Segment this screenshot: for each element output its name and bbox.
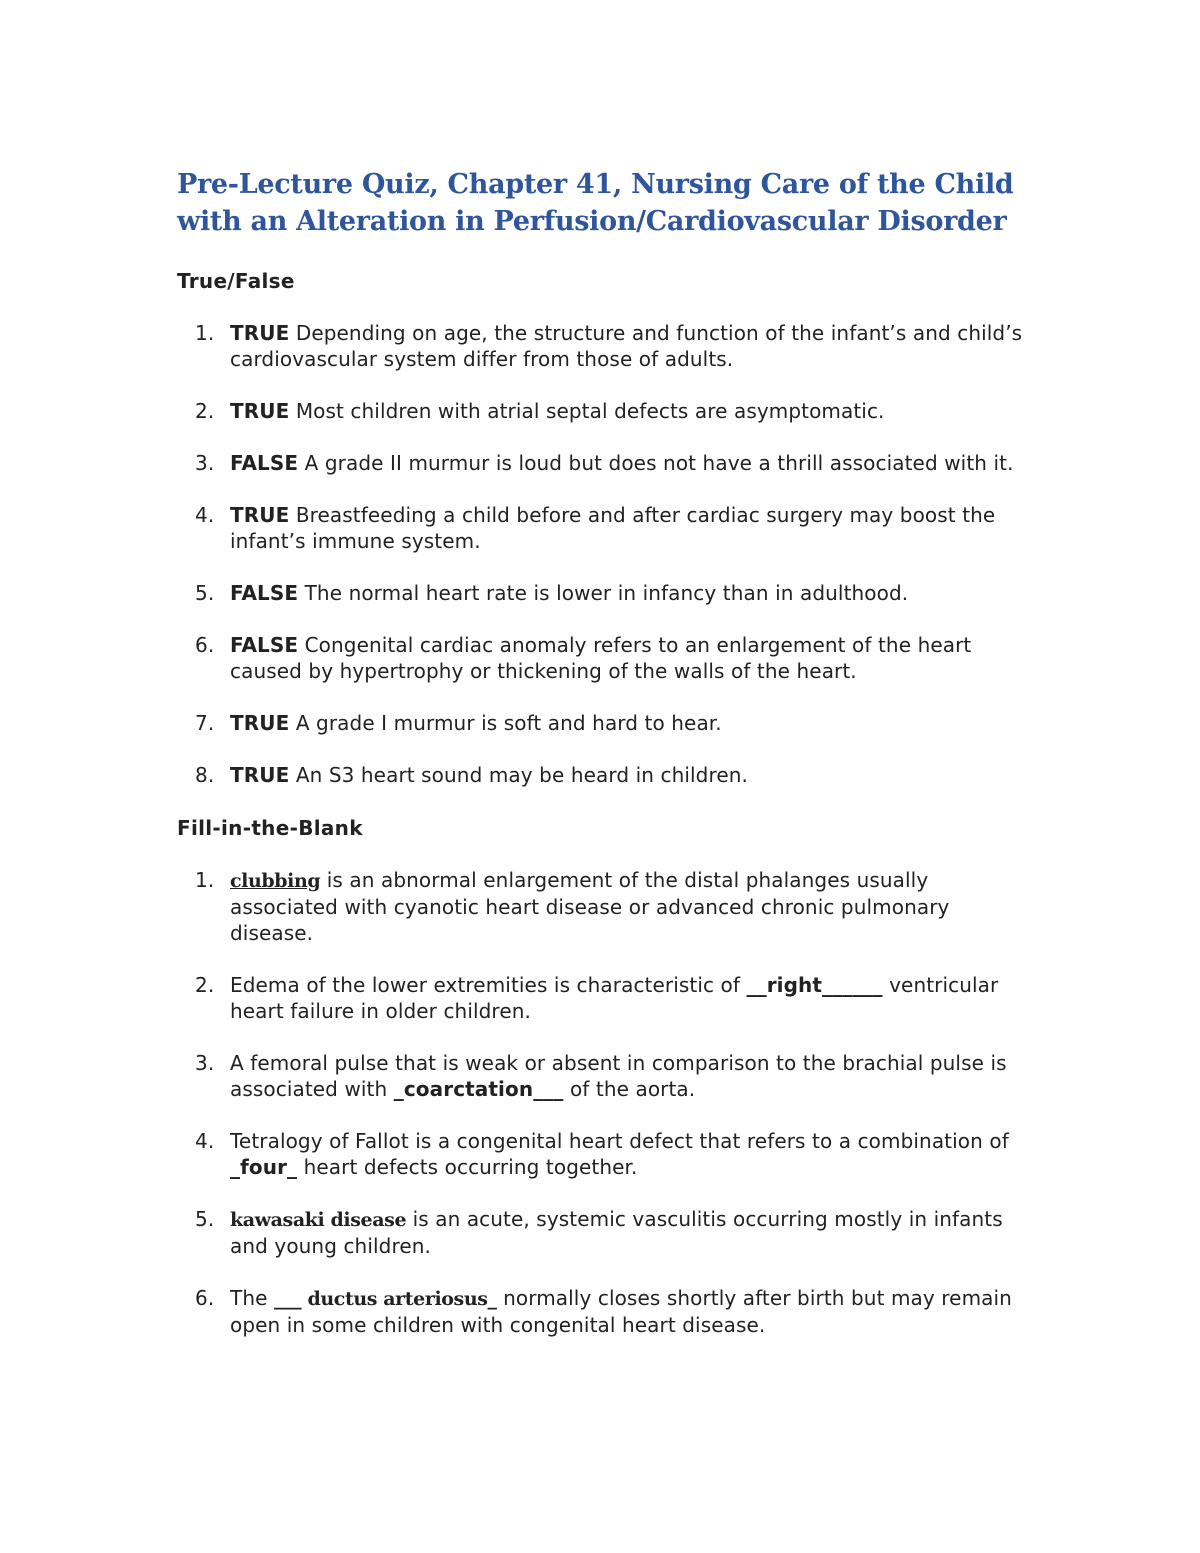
tf-statement: The normal heart rate is lower in infancy than in adulthood. [298, 581, 909, 605]
tf-question-8 [177, 762, 1037, 788]
fb-question-2 [177, 972, 1037, 1024]
tf-question-6 [177, 632, 1037, 684]
question-number: 8. [195, 763, 215, 787]
tf-statement: A grade I murmur is soft and hard to hear. [289, 711, 722, 735]
fb-text-after: is an abnormal enlargement of the distal phalanges usually associated with cyanotic heart disease or advanced chronic pulmonary disease. [230, 868, 950, 945]
fb-text-after: ventricular heart failure in older children. [230, 973, 999, 1023]
fb-answer: clubbing [230, 870, 321, 892]
question-number: 3. [195, 451, 215, 475]
question-number: 3. [195, 1051, 215, 1075]
fb-question-1 [177, 867, 1037, 946]
fb-question-4 [177, 1128, 1037, 1180]
document-page [177, 166, 1037, 1338]
tf-question-7 [177, 710, 1037, 736]
question-number: 6. [195, 1286, 215, 1310]
tf-statement: Congenital cardiac anomaly refers to an enlargement of the heart caused by hypertrophy or thickening of the walls of the heart. [230, 633, 972, 683]
fb-text-before: The [230, 1286, 274, 1310]
question-number: 7. [195, 711, 215, 735]
title-line-2: with an Alteration in Perfusion/Cardiovascular Disorder [177, 206, 1007, 237]
fb-text-after: of the aorta. [563, 1077, 696, 1101]
tf-answer: TRUE [230, 321, 290, 345]
fb-text-after: heart defects occurring together. [297, 1155, 638, 1179]
tf-answer: TRUE [230, 711, 290, 735]
question-number: 6. [195, 633, 215, 657]
fb-question-5 [177, 1206, 1037, 1259]
question-number: 4. [195, 1129, 215, 1153]
true-false-heading: True/False [177, 269, 295, 293]
tf-question-4 [177, 502, 1037, 554]
fb-question-3 [177, 1050, 1037, 1102]
fb-answer: _four_ [230, 1155, 298, 1179]
fb-text-before: Edema of the lower extremities is characteristic of [230, 973, 747, 997]
document-title [177, 166, 1037, 240]
tf-question-5 [177, 580, 1037, 606]
fill-blank-list [177, 867, 1037, 1338]
question-number: 2. [195, 399, 215, 423]
question-number: 1. [195, 868, 215, 892]
fb-answer: __right______ [746, 973, 883, 997]
fb-answer: _coarctation___ [393, 1077, 564, 1101]
fb-answer: kawasaki disease [230, 1209, 407, 1231]
tf-statement: A grade II murmur is loud but does not have a thrill associated with it. [298, 451, 1014, 475]
fb-text-after: is an acute, systemic vasculitis occurring mostly in infants and young children. [230, 1207, 1003, 1258]
tf-statement: An S3 heart sound may be heard in children. [289, 763, 748, 787]
tf-answer: FALSE [230, 451, 299, 475]
tf-statement: Most children with atrial septal defects are asymptomatic. [289, 399, 885, 423]
tf-answer: FALSE [230, 581, 299, 605]
question-number: 5. [195, 1207, 215, 1231]
fb-question-6 [177, 1285, 1037, 1338]
title-line-1: Pre-Lecture Quiz, Chapter 41, Nursing Care of the Child [177, 169, 1014, 200]
tf-statement: Depending on age, the structure and function of the infant’s and child’s cardiovascular system differ from those of adults. [230, 321, 1023, 371]
fb-text-before: Tetralogy of Fallot is a congenital heart defect that refers to a combination of [230, 1129, 1009, 1153]
tf-question-2 [177, 398, 1037, 424]
tf-answer: TRUE [230, 503, 290, 527]
question-number: 5. [195, 581, 215, 605]
fb-text-after: normally closes shortly after birth but may remain open in some children with congenital heart disease. [230, 1286, 1012, 1337]
question-number: 4. [195, 503, 215, 527]
fill-blank-heading: Fill-in-the-Blank [177, 816, 363, 840]
tf-answer: TRUE [230, 399, 290, 423]
question-number: 1. [195, 321, 215, 345]
fb-answer: ___ ductus arteriosus_ [273, 1288, 497, 1310]
question-number: 2. [195, 973, 215, 997]
tf-answer: TRUE [230, 763, 290, 787]
tf-answer: FALSE [230, 633, 299, 657]
tf-question-3 [177, 450, 1037, 476]
fb-text-before: A femoral pulse that is weak or absent in comparison to the brachial pulse is associated with [230, 1051, 1007, 1101]
tf-question-1 [177, 320, 1037, 372]
true-false-list [177, 320, 1037, 788]
tf-statement: Breastfeeding a child before and after cardiac surgery may boost the infant’s immune system. [230, 503, 996, 553]
